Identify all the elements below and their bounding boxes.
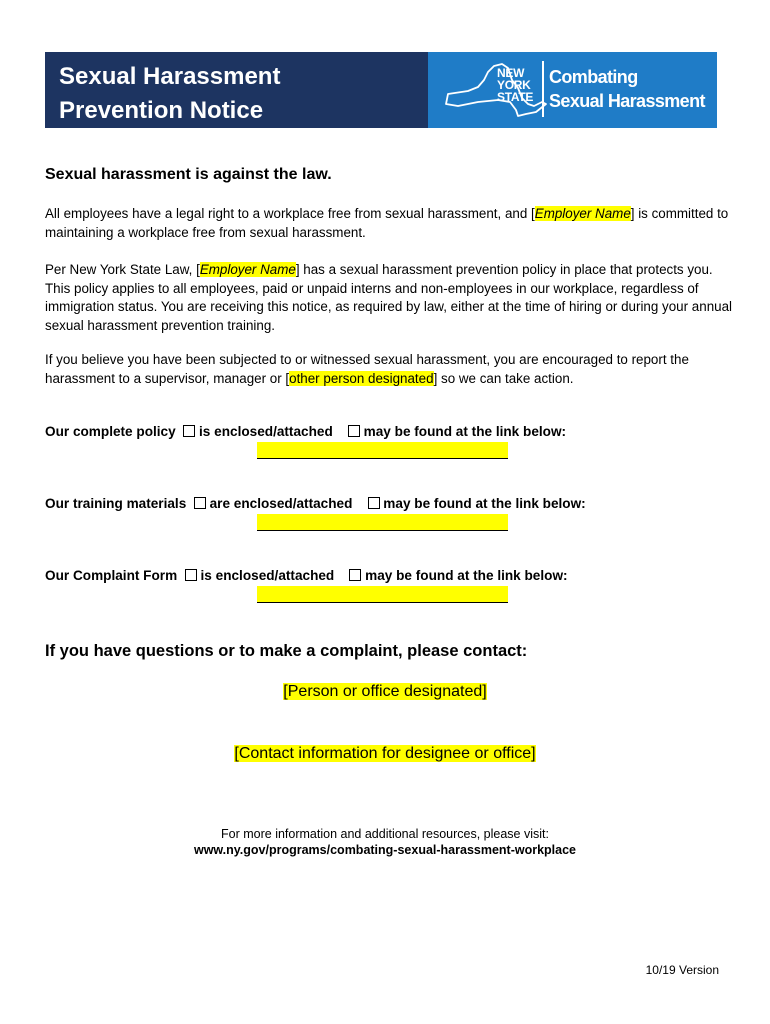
option-link: may be found at the link below: [365, 568, 568, 583]
more-info [0, 826, 770, 858]
complaint-form-link-blank[interactable] [257, 586, 508, 603]
employer-name-placeholder: Employer Name [199, 262, 296, 277]
option-enclosed: is enclosed/attached [199, 424, 333, 439]
checkbox[interactable] [368, 497, 380, 509]
version-label: 10/19 Version [645, 963, 719, 977]
checkbox[interactable] [348, 425, 360, 437]
paragraph-policy [45, 261, 735, 335]
checkbox[interactable] [183, 425, 195, 437]
option-link: may be found at the link below: [363, 424, 567, 439]
training-option-row [45, 496, 586, 511]
new-york-state-wordmark [497, 67, 533, 103]
notice-title [59, 60, 280, 128]
paragraph-report [45, 351, 735, 388]
option-label: Our Complaint Form [45, 568, 178, 583]
combating-sexual-harassment-logo [428, 52, 717, 128]
complaint-form-option-row [45, 568, 568, 583]
option-enclosed: is enclosed/attached [200, 568, 335, 583]
header-banner [45, 52, 717, 128]
policy-link-blank[interactable] [257, 442, 508, 459]
checkbox[interactable] [349, 569, 361, 581]
checkbox[interactable] [194, 497, 206, 509]
para1-text-a: All employees have a legal right to a workplace free from sexual harassment, and [ [45, 206, 535, 221]
ny-line-state: STATE [497, 90, 534, 104]
para3-text-b: ] so we can take action. [433, 370, 574, 386]
policy-option-row [45, 424, 566, 439]
logo-text [549, 65, 705, 113]
title-line-1: Sexual Harassment [59, 63, 281, 90]
logo-line-sexual-harassment: Sexual Harassment [549, 91, 705, 111]
contact-info-placeholder: [Contact information for designee or office] [234, 745, 536, 762]
designated-person-placeholder: other person designated [289, 370, 434, 386]
employer-name-placeholder: Employer Name [534, 206, 631, 221]
law-heading: Sexual harassment is against the law. [45, 166, 332, 183]
checkbox[interactable] [185, 569, 197, 581]
para2-text-a: Per New York State Law, [ [45, 262, 200, 277]
para3-text-a: If you believe you have been subjected to or witnessed sexual harassment, you are encouraged to report the harassment to a supervisor, manager or [ [45, 352, 689, 386]
ny-line-york: YORK [497, 78, 531, 92]
paragraph-rights [45, 205, 735, 242]
para2-text-b: ] has a sexual harassment prevention policy in place that protects you. This policy applies to all employees, paid or unpaid interns and non-employees in our workplace, regardless of immigration status. You are receiving this notice, as required by law, either at the time of hiring or during your annual sexual harassment prevention training. [45, 262, 733, 333]
contact-heading: If you have questions or to make a complaint, please contact: [45, 642, 528, 660]
contact-info-line [0, 745, 770, 763]
option-label: Our training materials [45, 496, 187, 511]
ny-line-new: NEW [497, 66, 525, 80]
title-line-2: Prevention Notice [59, 97, 264, 124]
contact-person-line [0, 683, 770, 701]
contact-person-placeholder: [Person or office designated] [283, 683, 487, 700]
more-info-link[interactable]: www.ny.gov/programs/combating-sexual-harassment-workplace [193, 843, 577, 857]
option-enclosed: are enclosed/attached [209, 496, 353, 511]
training-link-blank[interactable] [257, 514, 508, 531]
logo-divider [542, 61, 544, 117]
logo-line-combating: Combating [549, 67, 638, 87]
more-info-text: For more information and additional resources, please visit: [221, 827, 549, 841]
option-label: Our complete policy [45, 424, 176, 439]
para1-text-b: ] is committed to maintaining a workplace free from sexual harassment. [45, 206, 729, 240]
option-link: may be found at the link below: [383, 496, 586, 511]
